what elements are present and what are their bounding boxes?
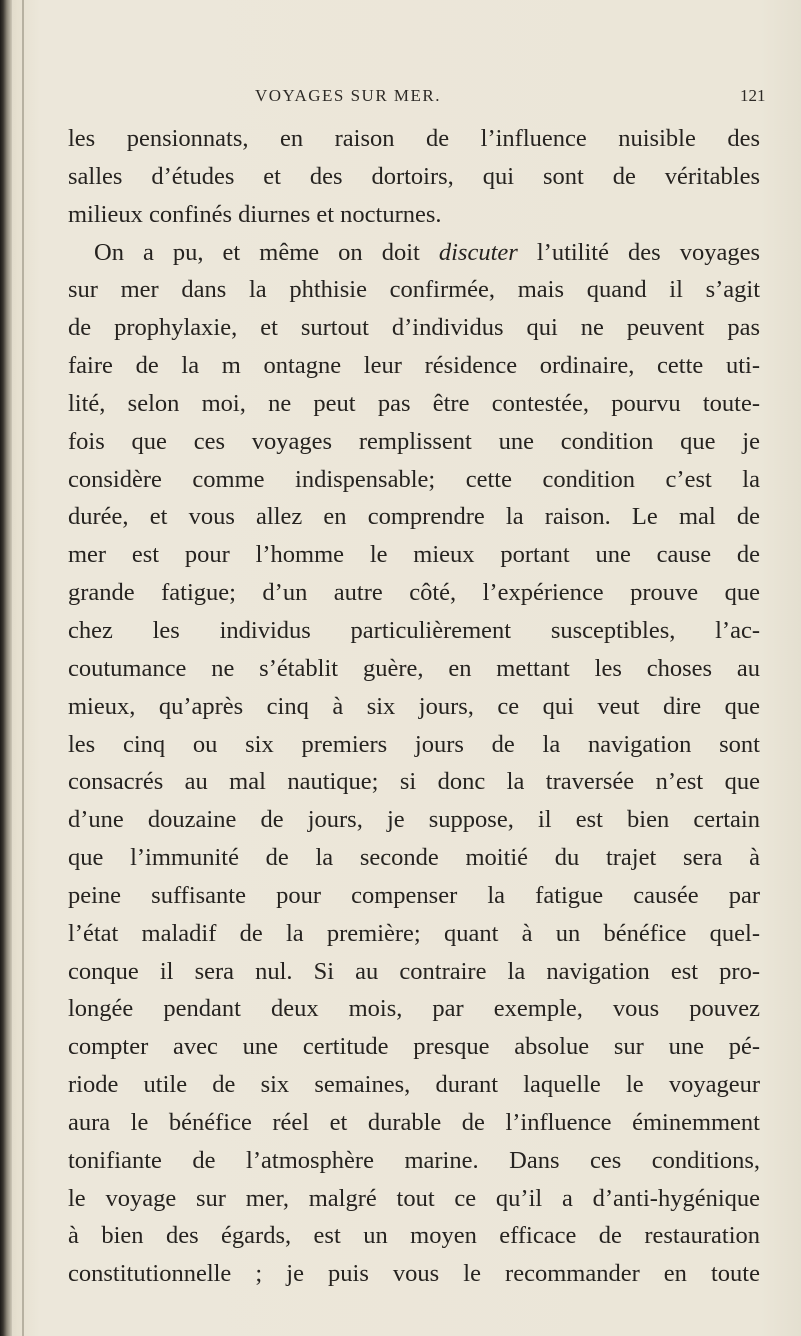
- text-line: [68, 234, 760, 272]
- text-line: sur mer dans la phthisie confirmée, mais quand il s’agit: [68, 276, 760, 304]
- page-number: 121: [740, 86, 766, 105]
- text-line: considère comme indispensable; cette condition c’est la: [68, 465, 760, 493]
- text-line: compter avec une certitude presque absolue sur une pé-: [68, 1033, 760, 1061]
- text-line: tonifiante de l’atmosphère marine. Dans ces conditions,: [68, 1146, 760, 1174]
- text-line: mer est pour l’homme le mieux portant une cause de: [68, 541, 760, 569]
- text-line: riode utile de six semaines, durant laquelle le voyageur: [68, 1071, 760, 1099]
- text-line: durée, et vous allez en comprendre la raison. Le mal de: [68, 503, 760, 531]
- text-line: grande fatigue; d’un autre côté, l’expérience prouve que: [68, 579, 760, 607]
- text-segment: l’utilité des voyages: [517, 238, 760, 266]
- text-line: constitutionnelle ; je puis vous le recommander en toute: [68, 1260, 760, 1288]
- text-line: à bien des égards, est un moyen efficace de restauration: [68, 1222, 760, 1250]
- text-line: l’état maladif de la première; quant à un bénéfice quel-: [68, 919, 760, 947]
- text-line: aura le bénéfice réel et durable de l’influence éminemment: [68, 1108, 760, 1136]
- text-line: milieux confinés diurnes et nocturnes.: [68, 200, 442, 228]
- binding-crease: [22, 0, 24, 1336]
- text-line: coutumance ne s’établit guère, en mettant les choses au: [68, 654, 760, 682]
- binding-shadow: [0, 0, 12, 1336]
- text-line: les cinq ou six premiers jours de la navigation sont: [68, 730, 760, 758]
- text-line: de prophylaxie, et surtout d’individus qui ne peuvent pas: [68, 314, 760, 342]
- emphasis-word: discuter: [438, 238, 518, 266]
- text-line: les pensionnats, en raison de l’influence nuisible des: [68, 125, 760, 152]
- running-head: VOYAGES SUR MER.: [255, 86, 441, 105]
- text-line: peine suffisante pour compenser la fatigue causée par: [68, 881, 760, 909]
- text-line: d’une douzaine de jours, je suppose, il est bien certain: [68, 806, 760, 834]
- text-line: chez les individus particulièrement susceptibles, l’ac-: [68, 616, 760, 644]
- text-line: fois que ces voyages remplissent une condition que je: [68, 427, 760, 455]
- body-text: [68, 120, 760, 1293]
- text-segment: On a pu, et même on doit: [94, 238, 439, 266]
- text-line: que l’immunité de la seconde moitié du trajet sera à: [68, 844, 760, 872]
- text-line: faire de la m ontagne leur résidence ordinaire, cette uti-: [68, 352, 760, 380]
- text-line: mieux, qu’après cinq à six jours, ce qui veut dire que: [68, 692, 760, 720]
- text-line: salles d’études et des dortoirs, qui sont de véritables: [68, 162, 760, 190]
- text-line: lité, selon moi, ne peut pas être contestée, pourvu toute-: [68, 389, 760, 417]
- text-line: conque il sera nul. Si au contraire la navigation est pro-: [68, 957, 760, 985]
- text-line: consacrés au mal nautique; si donc la traversée n’est que: [68, 768, 760, 796]
- text-line: le voyage sur mer, malgré tout ce qu’il a d’anti-hygénique: [68, 1184, 760, 1212]
- text-line: longée pendant deux mois, par exemple, vous pouvez: [68, 995, 760, 1023]
